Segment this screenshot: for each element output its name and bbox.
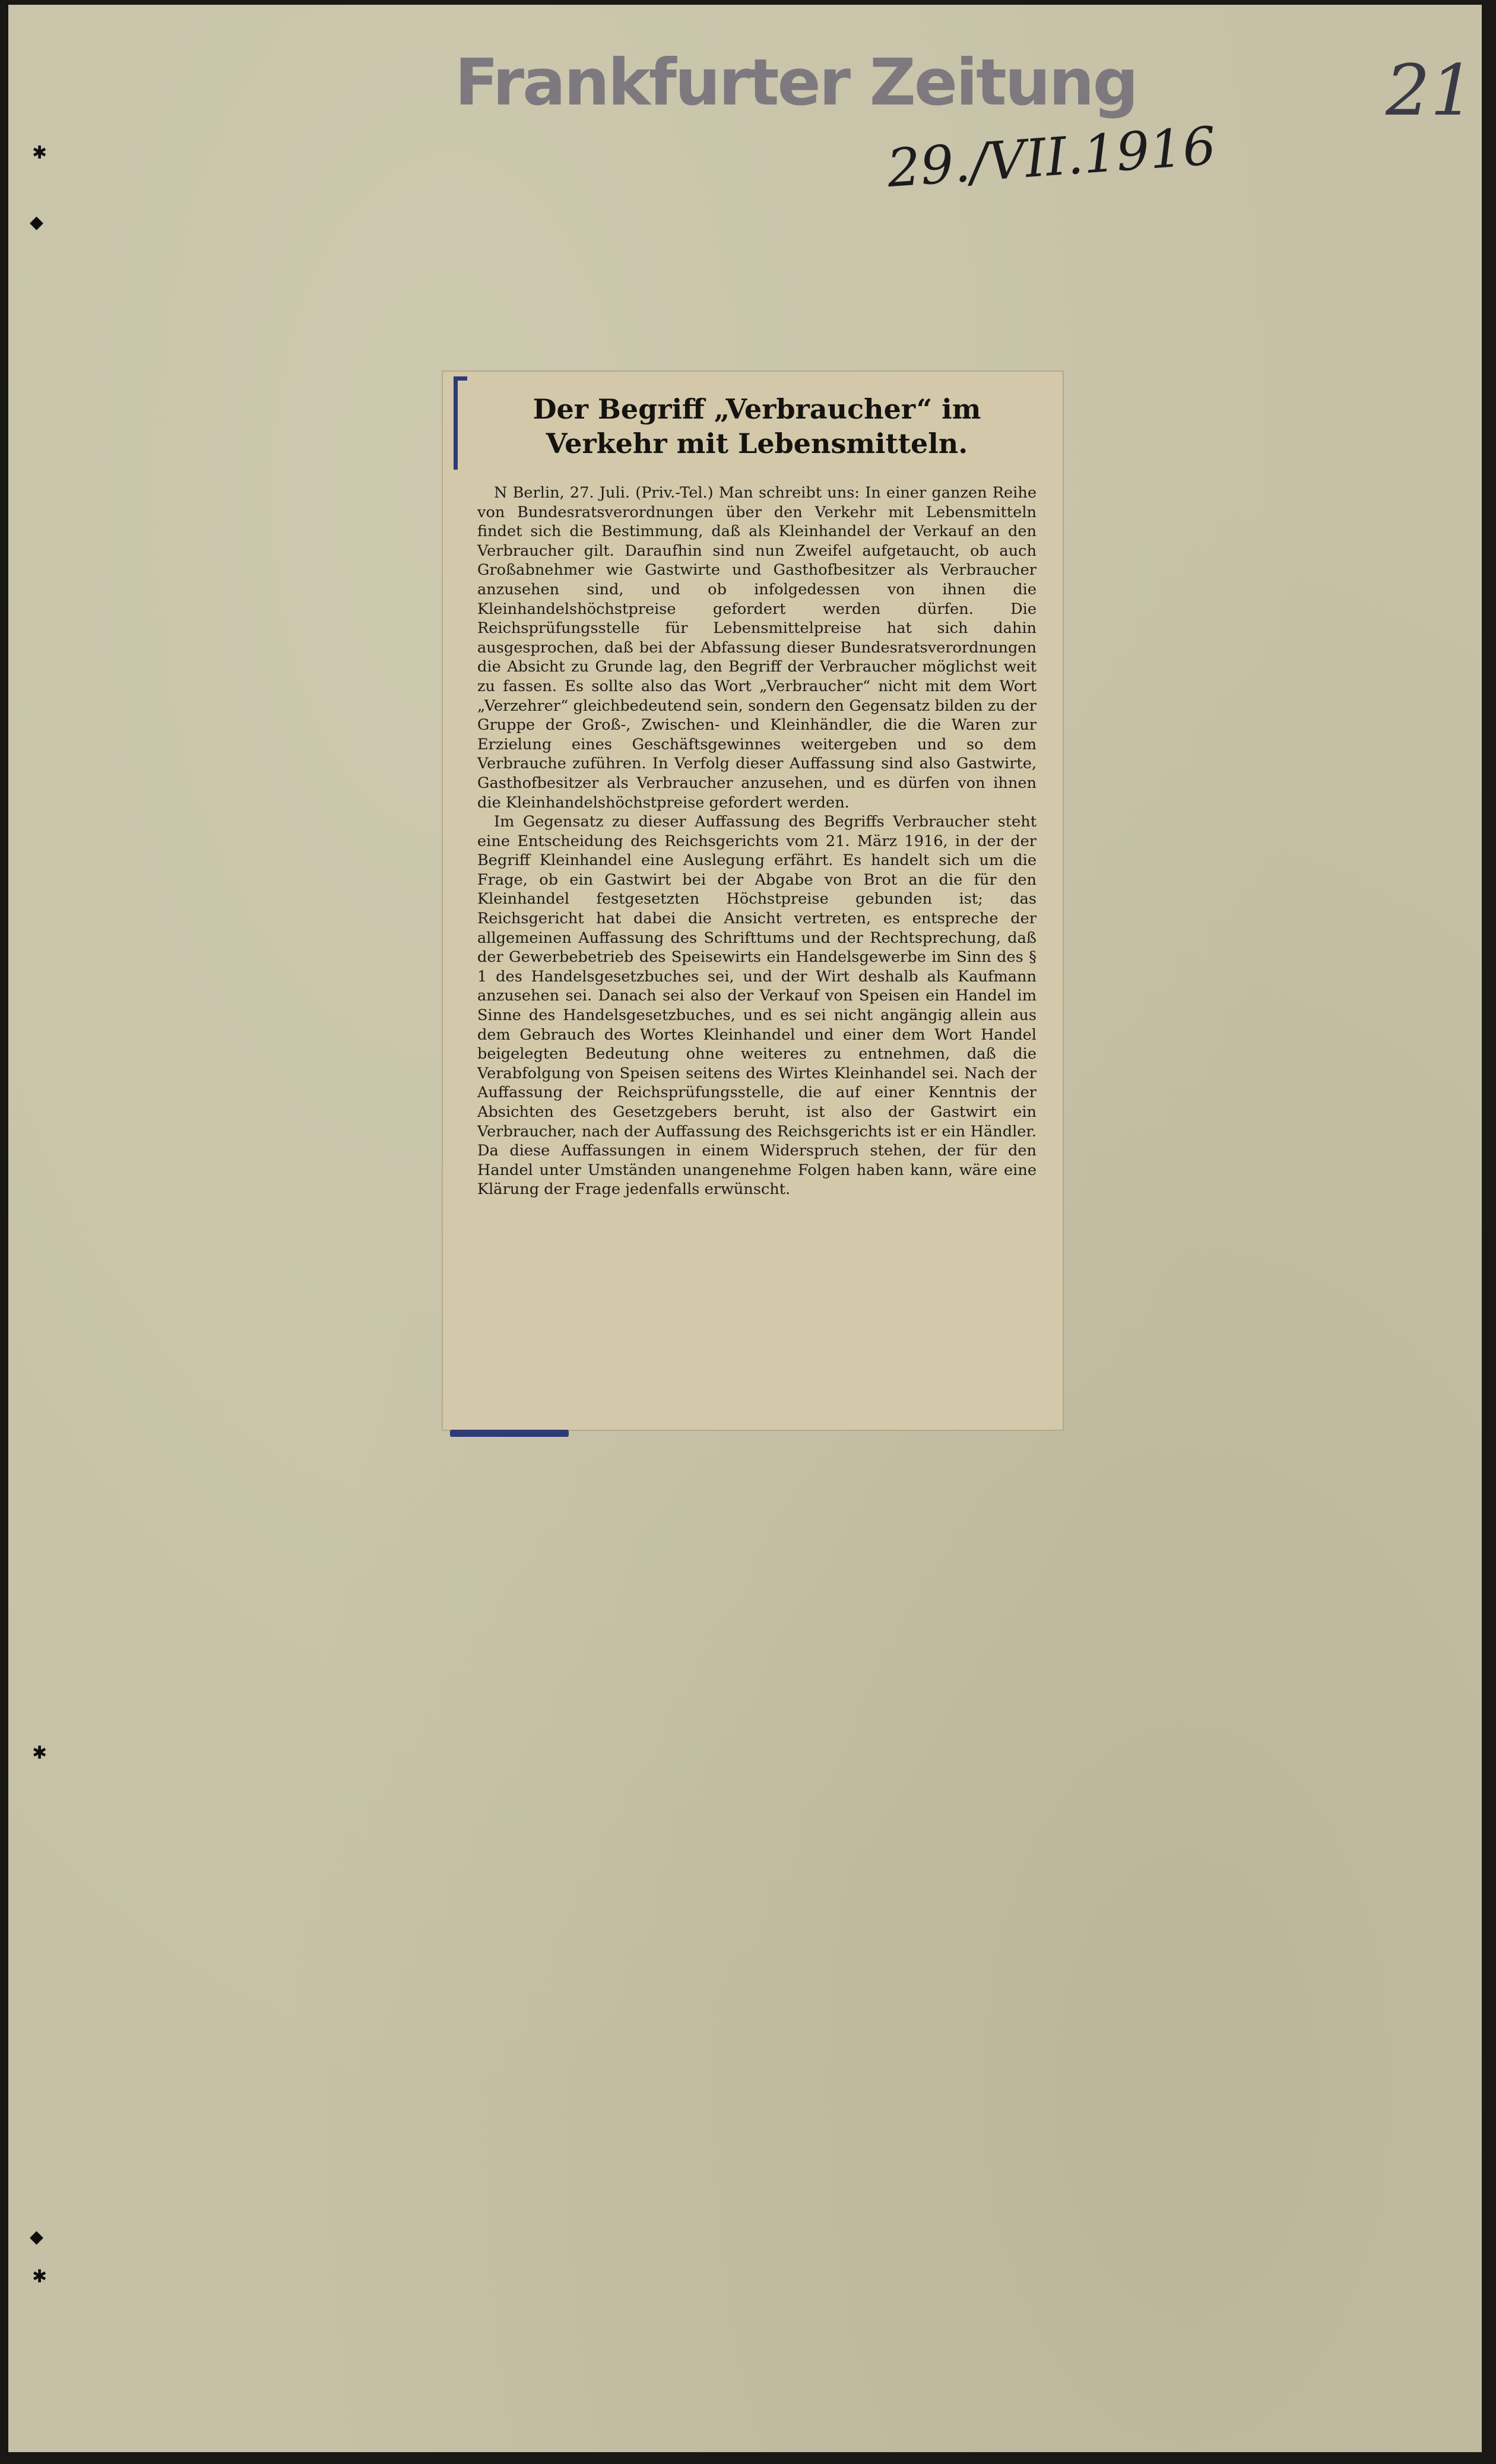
punch-mark-icon: ✱ xyxy=(32,1743,47,1763)
newspaper-clipping xyxy=(443,372,1063,1430)
newspaper-stamp: Frankfurter Zeitung xyxy=(455,46,1137,120)
punch-mark-icon: ◆ xyxy=(30,2227,44,2247)
article-paragraph-2: Im Gegensatz zu dieser Auffassung des Begriffs Verbraucher steht eine Entscheidung des Reichsgerichts vom 21. März 1916, in der der Begriff Kleinhandel eine Auslegung erfährt. Es handelt sich um die Frage, ob ein Gastwirt bei der Abgabe von Brot an die für den Kleinhandel festgesetzten Höchstpreise gebunden ist; das Reichsgericht hat dabei die Ansicht vertreten, es entspreche der allgemeinen Auffassung des Schrifttums und der Rechtsprechung, daß der Gewerbebetrieb des Speisewirts ein Handelsgewerbe im Sinn des § 1 des Handelsgesetzbuches sei, und der Wirt deshalb als Kaufmann anzusehen sei. Danach sei also der Verkauf von Speisen ein Handel im Sinne des Handelsgesetzbuches, und es sei nicht angängig allein aus dem Gebrauch des Wortes Kleinhandel und einer dem Wort Handel beigelegten Bedeutung ohne weiteres zu entnehmen, daß die Verabfolgung von Speisen seitens des Wirtes Kleinhandel sei. Nach der Auffassung der Reichsprüfungsstelle, die auf einer Kenntnis der Absichten des Gesetzgebers beruht, ist also der Gastwirt ein Verbraucher, nach der Auffassung des Reichsgerichts ist er ein Händler. Da diese Auffassungen in einem Widerspruch stehen, der für den Handel unter Umständen unangenehme Folgen haben kann, wäre eine Klärung der Frage jedenfalls erwünscht. xyxy=(477,813,1037,1199)
article-title: Der Begriff „Verbraucher“ im Verkehr mit Lebensmitteln. xyxy=(533,393,981,460)
punch-mark-icon: ◆ xyxy=(30,212,44,233)
handwritten-date: 29./VII.1916 xyxy=(885,115,1218,199)
blue-pencil-bracket xyxy=(454,376,467,470)
article-paragraph-1: N Berlin, 27. Juli. (Priv.-Tel.) Man schreibt uns: In einer ganzen Reihe von Bundesratsverordnungen über den Verkehr mit Lebensmitteln findet sich die Bestimmung, daß als Kleinhandel der Verkauf an den Verbraucher gilt. Daraufhin sind nun Zweifel aufgetaucht, ob auch Großabnehmer wie Gastwirte und Gasthofbesitzer als Verbraucher anzusehen sind, und ob infolgedessen von ihnen die Kleinhandelshöchstpreise gefordert werden dürfen. Die Reichsprüfungsstelle für Lebensmittelpreise hat sich dahin ausgesprochen, daß bei der Abfassung dieser Bundesratsverordnungen die Absicht zu Grunde lag, den Begriff der Verbraucher möglichst weit zu fassen. Es sollte also das Wort „Verbraucher“ nicht mit dem Wort „Verzehrer“ gleichbedeutend sein, sondern den Gegensatz bilden zu der Gruppe der Groß-, Zwischen- und Kleinhändler, die die Waren zur Erzielung eines Geschäftsgewinnes weitergeben und so dem Verbrauche zuführen. In Verfolg dieser Auffassung sind also Gastwirte, Gasthofbesitzer als Verbraucher anzusehen, und es dürfen von ihnen die Kleinhandelshöchstpreise gefordert werden. xyxy=(477,484,1037,812)
punch-mark-icon: ✱ xyxy=(32,2266,47,2287)
archive-sheet xyxy=(8,5,1482,2452)
blue-pencil-underline xyxy=(450,1430,569,1437)
punch-mark-icon: ✱ xyxy=(32,142,47,163)
folio-number: 21 xyxy=(1386,49,1475,131)
